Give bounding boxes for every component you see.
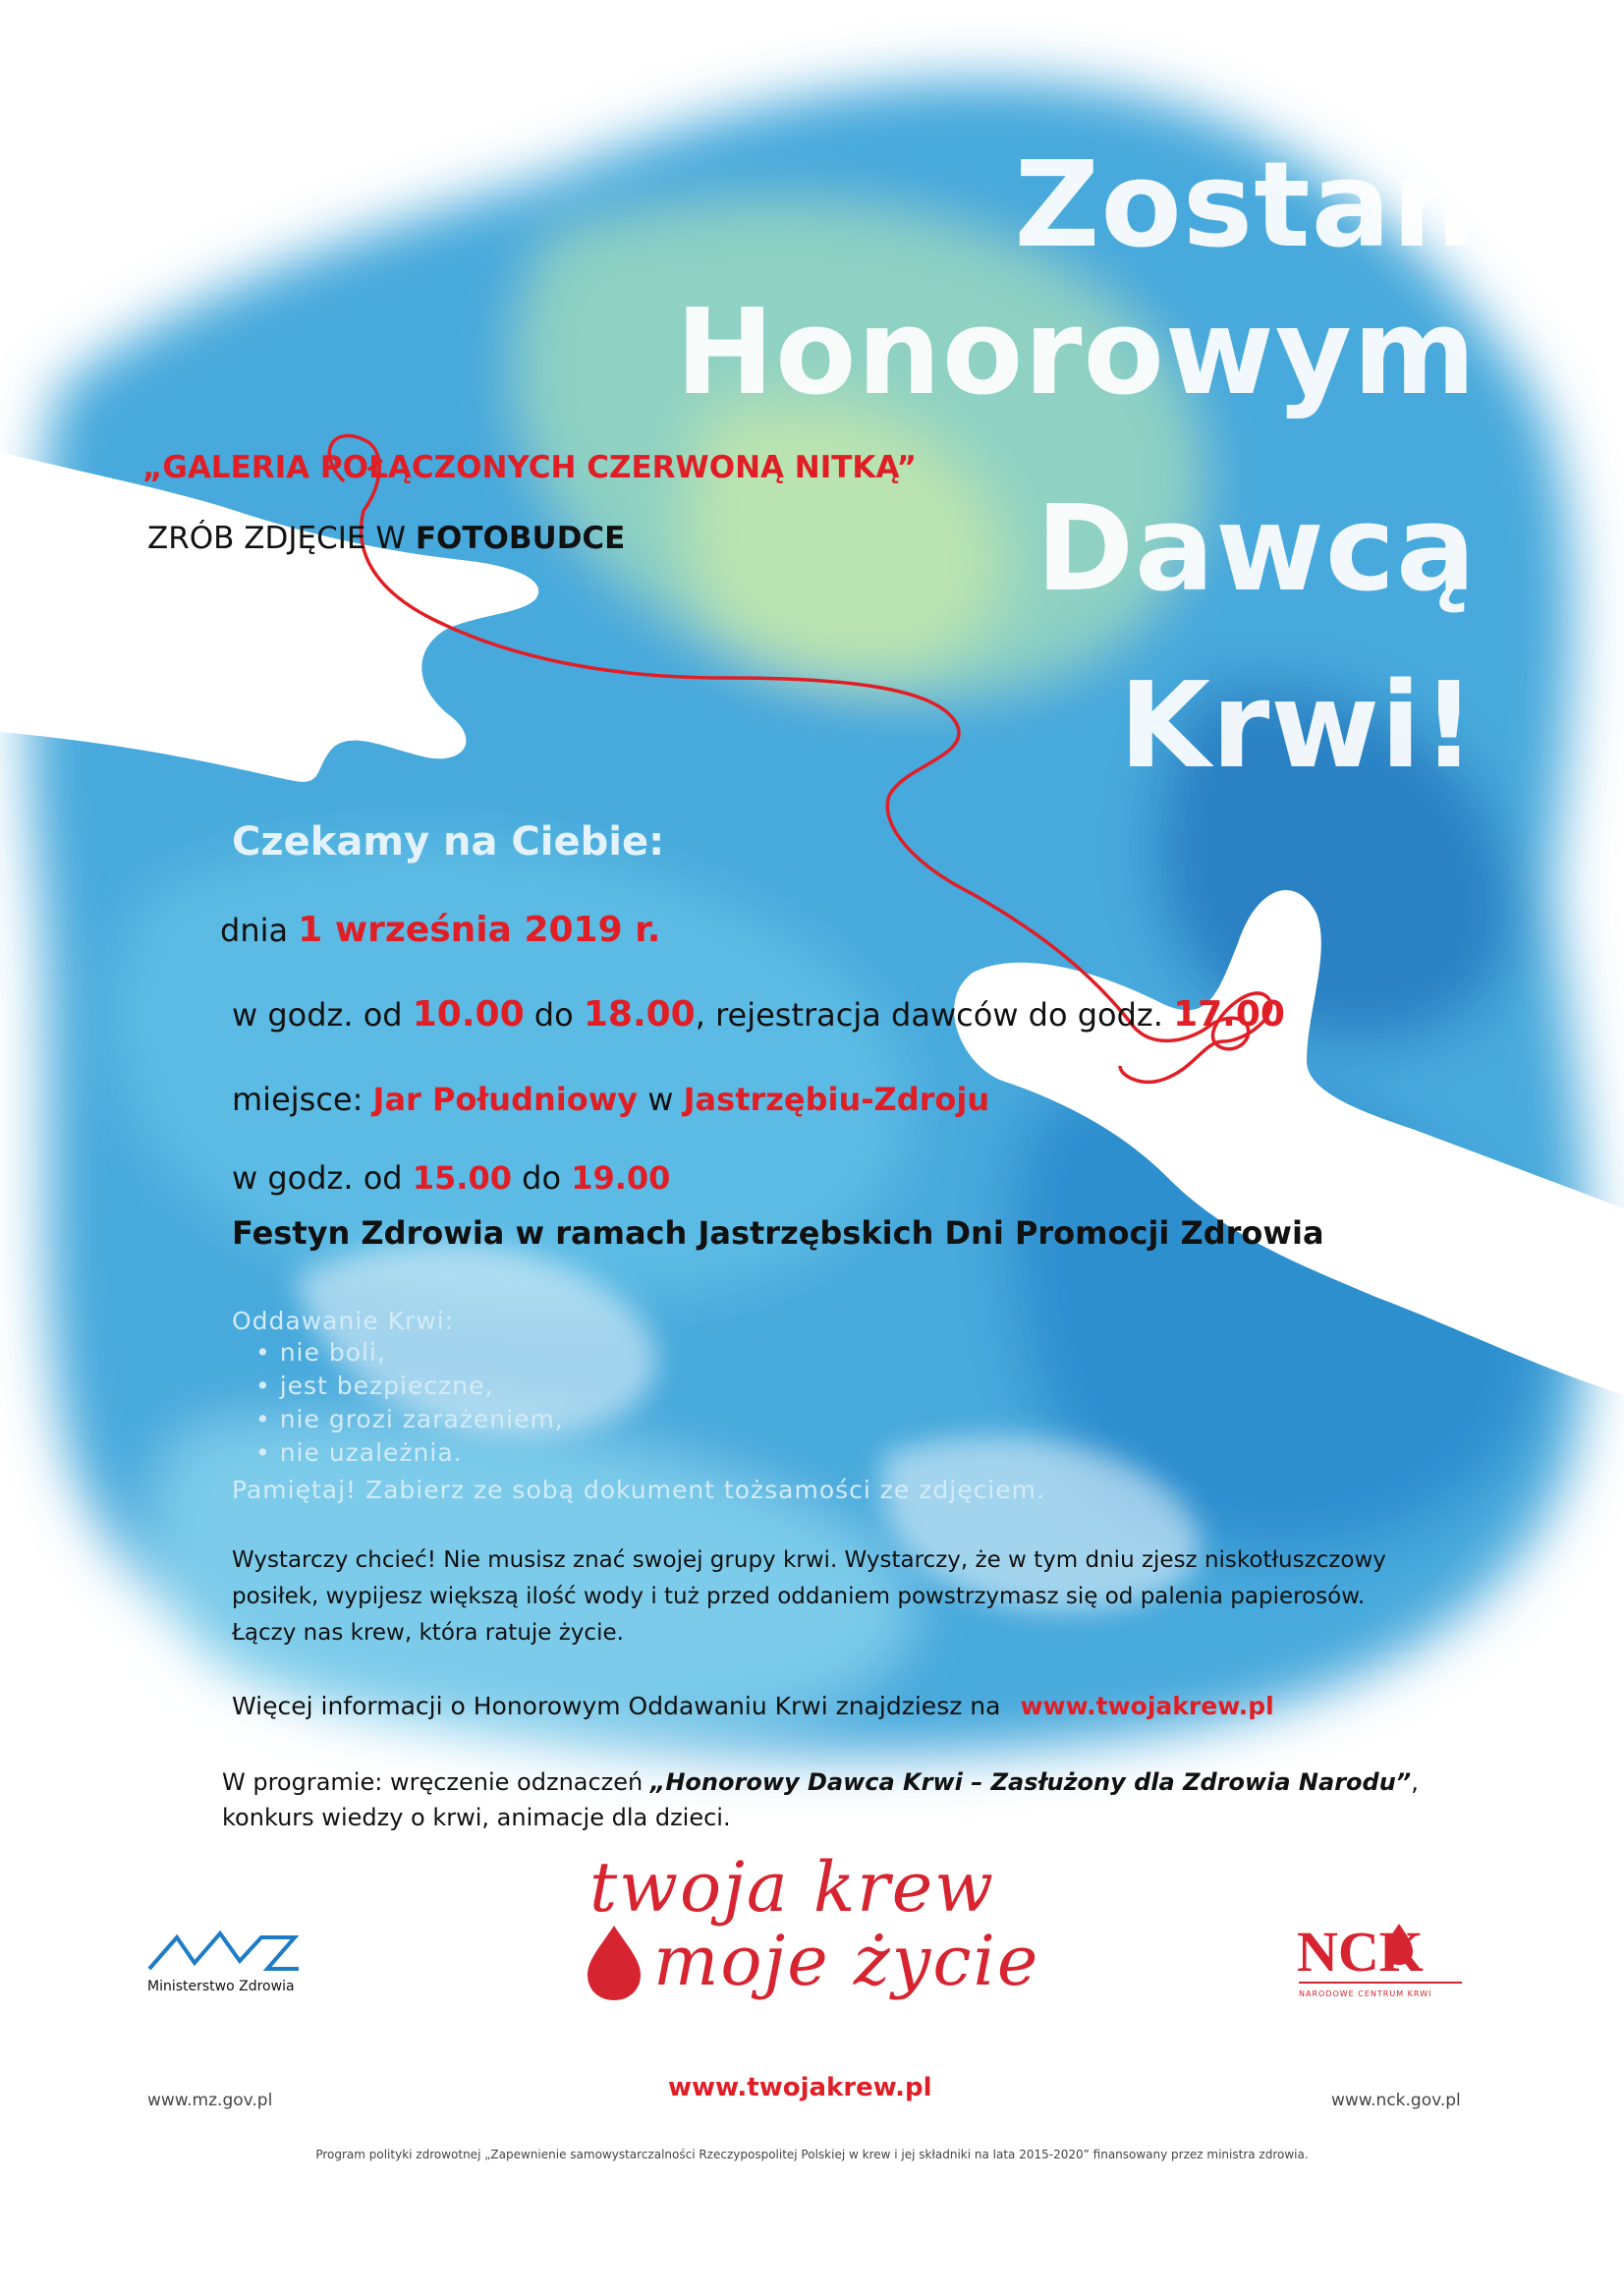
place-b: w xyxy=(638,1081,684,1118)
program-a: W programie: wręczenie odznaczeń xyxy=(222,1768,650,1796)
title-line-1: Zostań xyxy=(1014,138,1477,274)
paragraph-line-2: posiłek, wypijesz większą ilość wody i tuż przed oddaniem powstrzymasz się od palenia papierosów. xyxy=(232,1584,1366,1609)
title-line-3: Dawcą xyxy=(1036,481,1477,618)
place-line xyxy=(232,1081,989,1118)
waiting-heading: Czekamy na Ciebie: xyxy=(232,819,665,865)
remember-note: Pamiętaj! Zabierz ze sobą dokument tożsamości ze zdjęciem. xyxy=(232,1476,1045,1504)
nck-url[interactable]: www.nck.gov.pl xyxy=(1331,2091,1461,2110)
paragraph-line-3: Łączy nas krew, która ratuje życie. xyxy=(232,1620,624,1646)
festyn-title: Festyn Zdrowia w ramach Jastrzębskich Dni Promocji Zdrowia xyxy=(232,1214,1324,1252)
registration-hour: 17.00 xyxy=(1173,994,1285,1035)
hours-c: , rejestracja dawców do godz. xyxy=(695,996,1174,1034)
slogan-line-1: twoja krew xyxy=(589,1847,996,1928)
program-b: , konkurs wiedzy o krwi, animacje dla dzieci. xyxy=(222,1768,1419,1831)
date-line xyxy=(220,910,660,950)
festyn-hours-from: 15.00 xyxy=(412,1159,512,1197)
donation-bullet-text: nie grozi zarażeniem, xyxy=(279,1405,564,1433)
hours-b: do xyxy=(524,996,584,1034)
mz-logo xyxy=(149,1933,299,1969)
photobooth-line xyxy=(147,521,625,556)
date-prefix: dnia xyxy=(220,912,299,949)
photobooth-prefix: ZRÓB ZDJĘCIE W xyxy=(147,521,416,556)
place-name: Jar Południowy xyxy=(372,1081,639,1118)
blood-drop-icon xyxy=(588,1926,641,2000)
donation-bullet-text: jest bezpieczne, xyxy=(279,1371,494,1400)
program-text xyxy=(222,1764,1489,1835)
donation-heading: Oddawanie Krwi: xyxy=(232,1307,455,1335)
festyn-hours-to: 19.00 xyxy=(571,1159,671,1197)
donation-bullet-text: nie boli, xyxy=(279,1338,386,1367)
slogan-line-2: moje życie xyxy=(653,1921,1040,2001)
donation-bullet-text: nie uzależnia. xyxy=(279,1438,463,1467)
donation-bullet: • jest bezpieczne, xyxy=(255,1371,494,1400)
place-city: Jastrzębiu-Zdroju xyxy=(683,1081,990,1118)
donation-bullet: • nie boli, xyxy=(255,1338,386,1367)
festyn-hours-a: w godz. od xyxy=(232,1159,413,1197)
festyn-hours-line xyxy=(232,1159,670,1197)
photobooth-bold: FOTOBUDCE xyxy=(415,521,626,556)
donation-bullet: • nie grozi zarażeniem, xyxy=(255,1405,564,1433)
paragraph-line-1: Wystarczy chcieć! Nie musisz znać swojej grupy krwi. Wystarczy, że w tym dniu zjesz niskotłuszczowy xyxy=(232,1547,1386,1573)
mz-url[interactable]: www.mz.gov.pl xyxy=(147,2091,273,2110)
title-line-4: Krwi! xyxy=(1119,658,1477,795)
place-a: miejsce: xyxy=(232,1081,373,1118)
hours-from: 10.00 xyxy=(412,994,525,1035)
program-award: „Honorowy Dawca Krwi – Zasłużony dla Zdrowia Narodu” xyxy=(649,1768,1412,1796)
title-line-2: Honorowym xyxy=(675,285,1477,421)
footer-note: Program polityki zdrowotnej „Zapewnienie samowystarczalności Rzeczypospolitej Polskiej w krew i jej składniki na lata 2015-2020” finansowany przez ministra zdrowia. xyxy=(315,2148,1309,2161)
center-url[interactable]: www.twojakrew.pl xyxy=(668,2073,932,2102)
nck-logo-subtitle: NARODOWE CENTRUM KRWI xyxy=(1299,1989,1432,1998)
mz-logo-name: Ministerstwo Zdrowia xyxy=(147,1979,295,1994)
hours-line xyxy=(232,994,1285,1035)
hours-a: w godz. od xyxy=(232,996,413,1034)
nck-logo-name: NCK xyxy=(1297,1920,1424,1984)
more-info-line xyxy=(232,1692,1274,1720)
gallery-heading: „GALERIA POŁĄCZONYCH CZERWONĄ NITKĄ” xyxy=(142,450,917,485)
festyn-hours-b: do xyxy=(511,1159,572,1197)
event-date: 1 września 2019 r. xyxy=(298,910,661,950)
more-info-text: Więcej informacji o Honorowym Oddawaniu Krwi znajdziesz na xyxy=(232,1692,1001,1720)
more-info-link[interactable]: www.twojakrew.pl xyxy=(1020,1692,1274,1720)
hours-to: 18.00 xyxy=(583,994,696,1035)
donation-bullet: • nie uzależnia. xyxy=(255,1438,463,1467)
